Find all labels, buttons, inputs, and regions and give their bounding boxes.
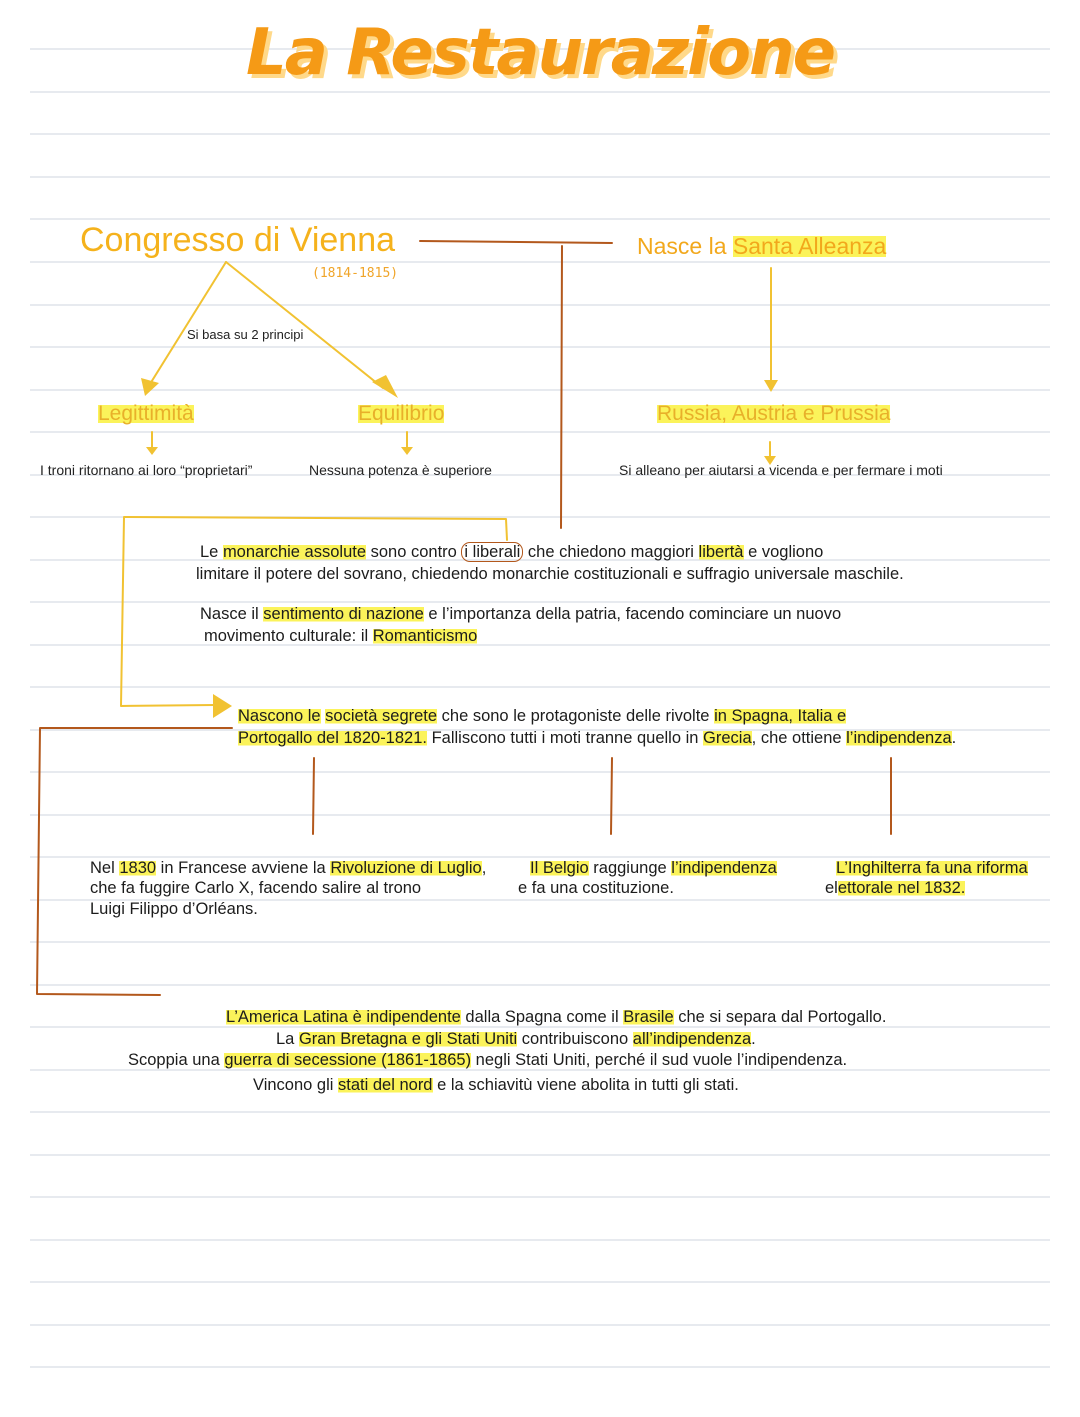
equilibrio-desc: Nessuna potenza è superiore	[309, 462, 492, 478]
arrowhead-equilibrio	[372, 375, 398, 398]
connector-vertical-center	[561, 246, 562, 528]
france-line-1: Nel 1830 in Francese avviene la Rivoluzione di Luglio,	[90, 859, 487, 877]
americas-line-4: Vincono gli stati del nord e la schiavitù viene abolita in tutti gli stati.	[253, 1076, 739, 1094]
secret-line-2: Portogallo del 1820-1821. Falliscono tutti i moti tranne quello in Grecia, che ottiene l’indipendenza.	[238, 729, 957, 747]
england-line-1: L’Inghilterra fa una riforma	[836, 859, 1028, 877]
congress-dates: (1814-1815)	[312, 266, 399, 281]
liberals-line-1: Le monarchie assolute sono contro i liberali che chiedono maggiori libertà e vogliono	[200, 543, 824, 561]
connector-to-legittimita	[150, 262, 226, 384]
nation-line-1: Nasce il sentimento di nazione e l’importanza della patria, facendo cominciare un nuovo	[200, 605, 842, 623]
principle-equilibrio: Equilibrio	[358, 402, 445, 425]
americas-line-2: La Gran Bretagna e gli Stati Uniti contribuiscono all’indipendenza.	[276, 1030, 756, 1048]
alliance-heading: Nasce la Santa Alleanza	[637, 233, 887, 259]
congress-heading: Congresso di Vienna	[80, 221, 396, 259]
belgium-line-2: e fa una costituzione.	[518, 879, 674, 897]
arrowhead-legittimita	[141, 378, 159, 396]
page-title: La Restaurazione	[245, 16, 835, 90]
secret-line-1: Nascono le società segrete che sono le protagoniste delle rivolte in Spagna, Italia e	[238, 707, 847, 725]
france-line-2: che fa fuggire Carlo X, facendo salire al trono	[90, 879, 422, 897]
alliance-members: Russia, Austria e Prussia	[657, 402, 891, 425]
nation-line-2: movimento culturale: il Romanticismo	[204, 627, 478, 645]
arrowhead-secret-societies	[213, 694, 232, 718]
americas-line-3: Scoppia una guerra di secessione (1861-1865) negli Stati Uniti, perché il sud vuole l’indipendenza.	[128, 1051, 848, 1069]
connector-congress-alliance	[420, 241, 612, 243]
liberals-circled: i liberali	[461, 542, 523, 562]
americas-line-1: L’America Latina è indipendente dalla Spagna come il Brasile che si separa dal Portogallo.	[226, 1008, 887, 1026]
alliance-desc: Si alleano per aiutarsi a vicenda e per fermare i moti	[619, 462, 943, 478]
legittimita-desc: I troni ritornano ai loro “proprietari”	[40, 462, 253, 478]
principle-legittimita: Legittimità	[98, 402, 194, 425]
principles-label: Si basa su 2 principi	[187, 327, 304, 342]
liberals-line-2: limitare il potere del sovrano, chiedendo monarchie costituzionali e suffragio universale maschile.	[196, 565, 904, 583]
belgium-line-1: Il Belgio raggiunge l’indipendenza	[530, 859, 777, 877]
france-line-3: Luigi Filippo d’Orléans.	[90, 900, 258, 918]
england-line-2: elettorale nel 1832.	[825, 879, 966, 897]
